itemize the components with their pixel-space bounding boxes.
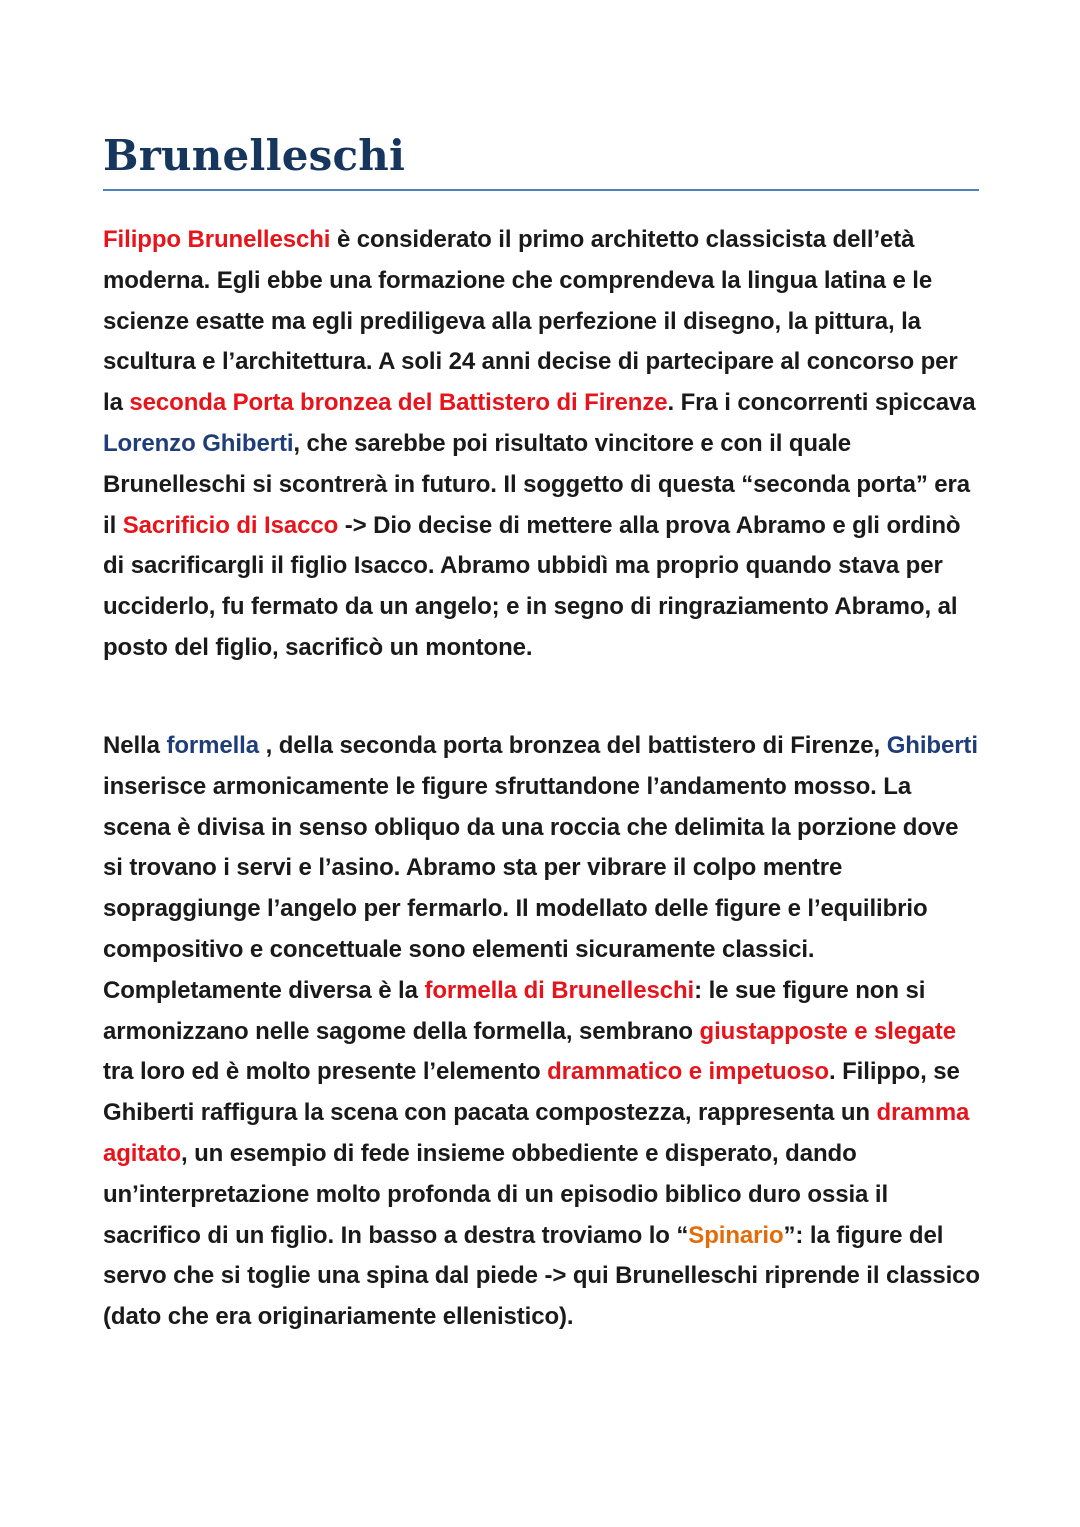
text-run: : le sue figure non si armonizzano nelle sagome della formella, sembrano <box>103 976 926 1045</box>
text-run: , un esempio di fede insieme obbediente e disperato, dando un’interpretazione molto profonda di un episodio biblico duro ossia il sacrifico di un figlio. In basso a destra troviamo lo “ <box>103 1139 889 1249</box>
text-run: . Filippo, se Ghiberti raffigura la scena con pacata compostezza, rappresenta un <box>103 1058 960 1127</box>
text-run: è considerato il primo architetto classicista dell’età moderna. Egli ebbe una formazione che comprendeva la lingua latina e le scienze esatte ma egli prediligeva alla perfezione il disegno, la pittura, la scultura e l’architettura. A soli 24 anni decise di partecipare al concorso per la <box>103 226 958 417</box>
text-run: , della seconda porta bronzea del battistero di Firenze, <box>259 732 887 759</box>
paragraph-1 <box>103 220 983 669</box>
text-run: inserisce armonicamente le figure sfruttandone l’andamento mosso. La scena è divisa in senso obliquo da una roccia che delimita la porzione dove si trovano i servi e l’asino. Abramo sta per vibrare il colpo mentre sopraggiunge l’angelo per fermarlo. Il modellato delle figure e l’equilibrio compositivo e concettuale sono elementi sicuramente classici. Completamente diversa è la <box>103 772 959 1004</box>
page-title: Brunelleschi <box>103 131 406 180</box>
text-run: ”: la figure del servo che si toglie una spina dal piede -> qui Brunelleschi riprende il classico (dato che era originariamente ellenistico). <box>103 1221 980 1331</box>
text-run: tra loro ed è molto presente l’elemento <box>103 1058 548 1086</box>
highlight-formella-brunelleschi: formella di Brunelleschi <box>424 976 695 1004</box>
highlight-formella: formella <box>166 732 260 759</box>
highlight-sacrifice: Sacrificio di Isacco <box>122 511 339 539</box>
highlight-dramma-agitato: dramma agitato <box>103 1099 970 1167</box>
text-run: -> Dio decise di mettere alla prova Abramo e gli ordinò di sacrificargli il figlio Isacco. Abramo ubbidì ma proprio quando stava per ucciderlo, fu fermato da un angelo; e in segno di ringraziamento Abramo, al posto del figlio, sacrificò un montone. <box>103 511 961 661</box>
highlight-ghiberti: Lorenzo Ghiberti <box>103 429 294 457</box>
title-underline <box>103 189 979 191</box>
highlight-spinario: Spinario <box>688 1221 784 1249</box>
highlight-door: seconda Porta bronzea del Battistero di Firenze <box>129 389 668 417</box>
highlight-name: Filippo Brunelleschi <box>103 226 331 253</box>
highlight-giustapposte: giustapposte e slegate <box>699 1017 957 1045</box>
text-run: . Fra i concorrenti spiccava <box>667 389 976 417</box>
text-run: , che sarebbe poi risultato vincitore e con il quale Brunelleschi si scontrerà in futuro. Il soggetto di questa “seconda porta” era il <box>103 429 971 539</box>
paragraph-2 <box>103 726 983 1338</box>
text-run: Nella <box>103 732 167 759</box>
highlight-drammatico: drammatico e impetuoso <box>547 1058 829 1086</box>
highlight-ghiberti: Ghiberti <box>886 732 978 759</box>
